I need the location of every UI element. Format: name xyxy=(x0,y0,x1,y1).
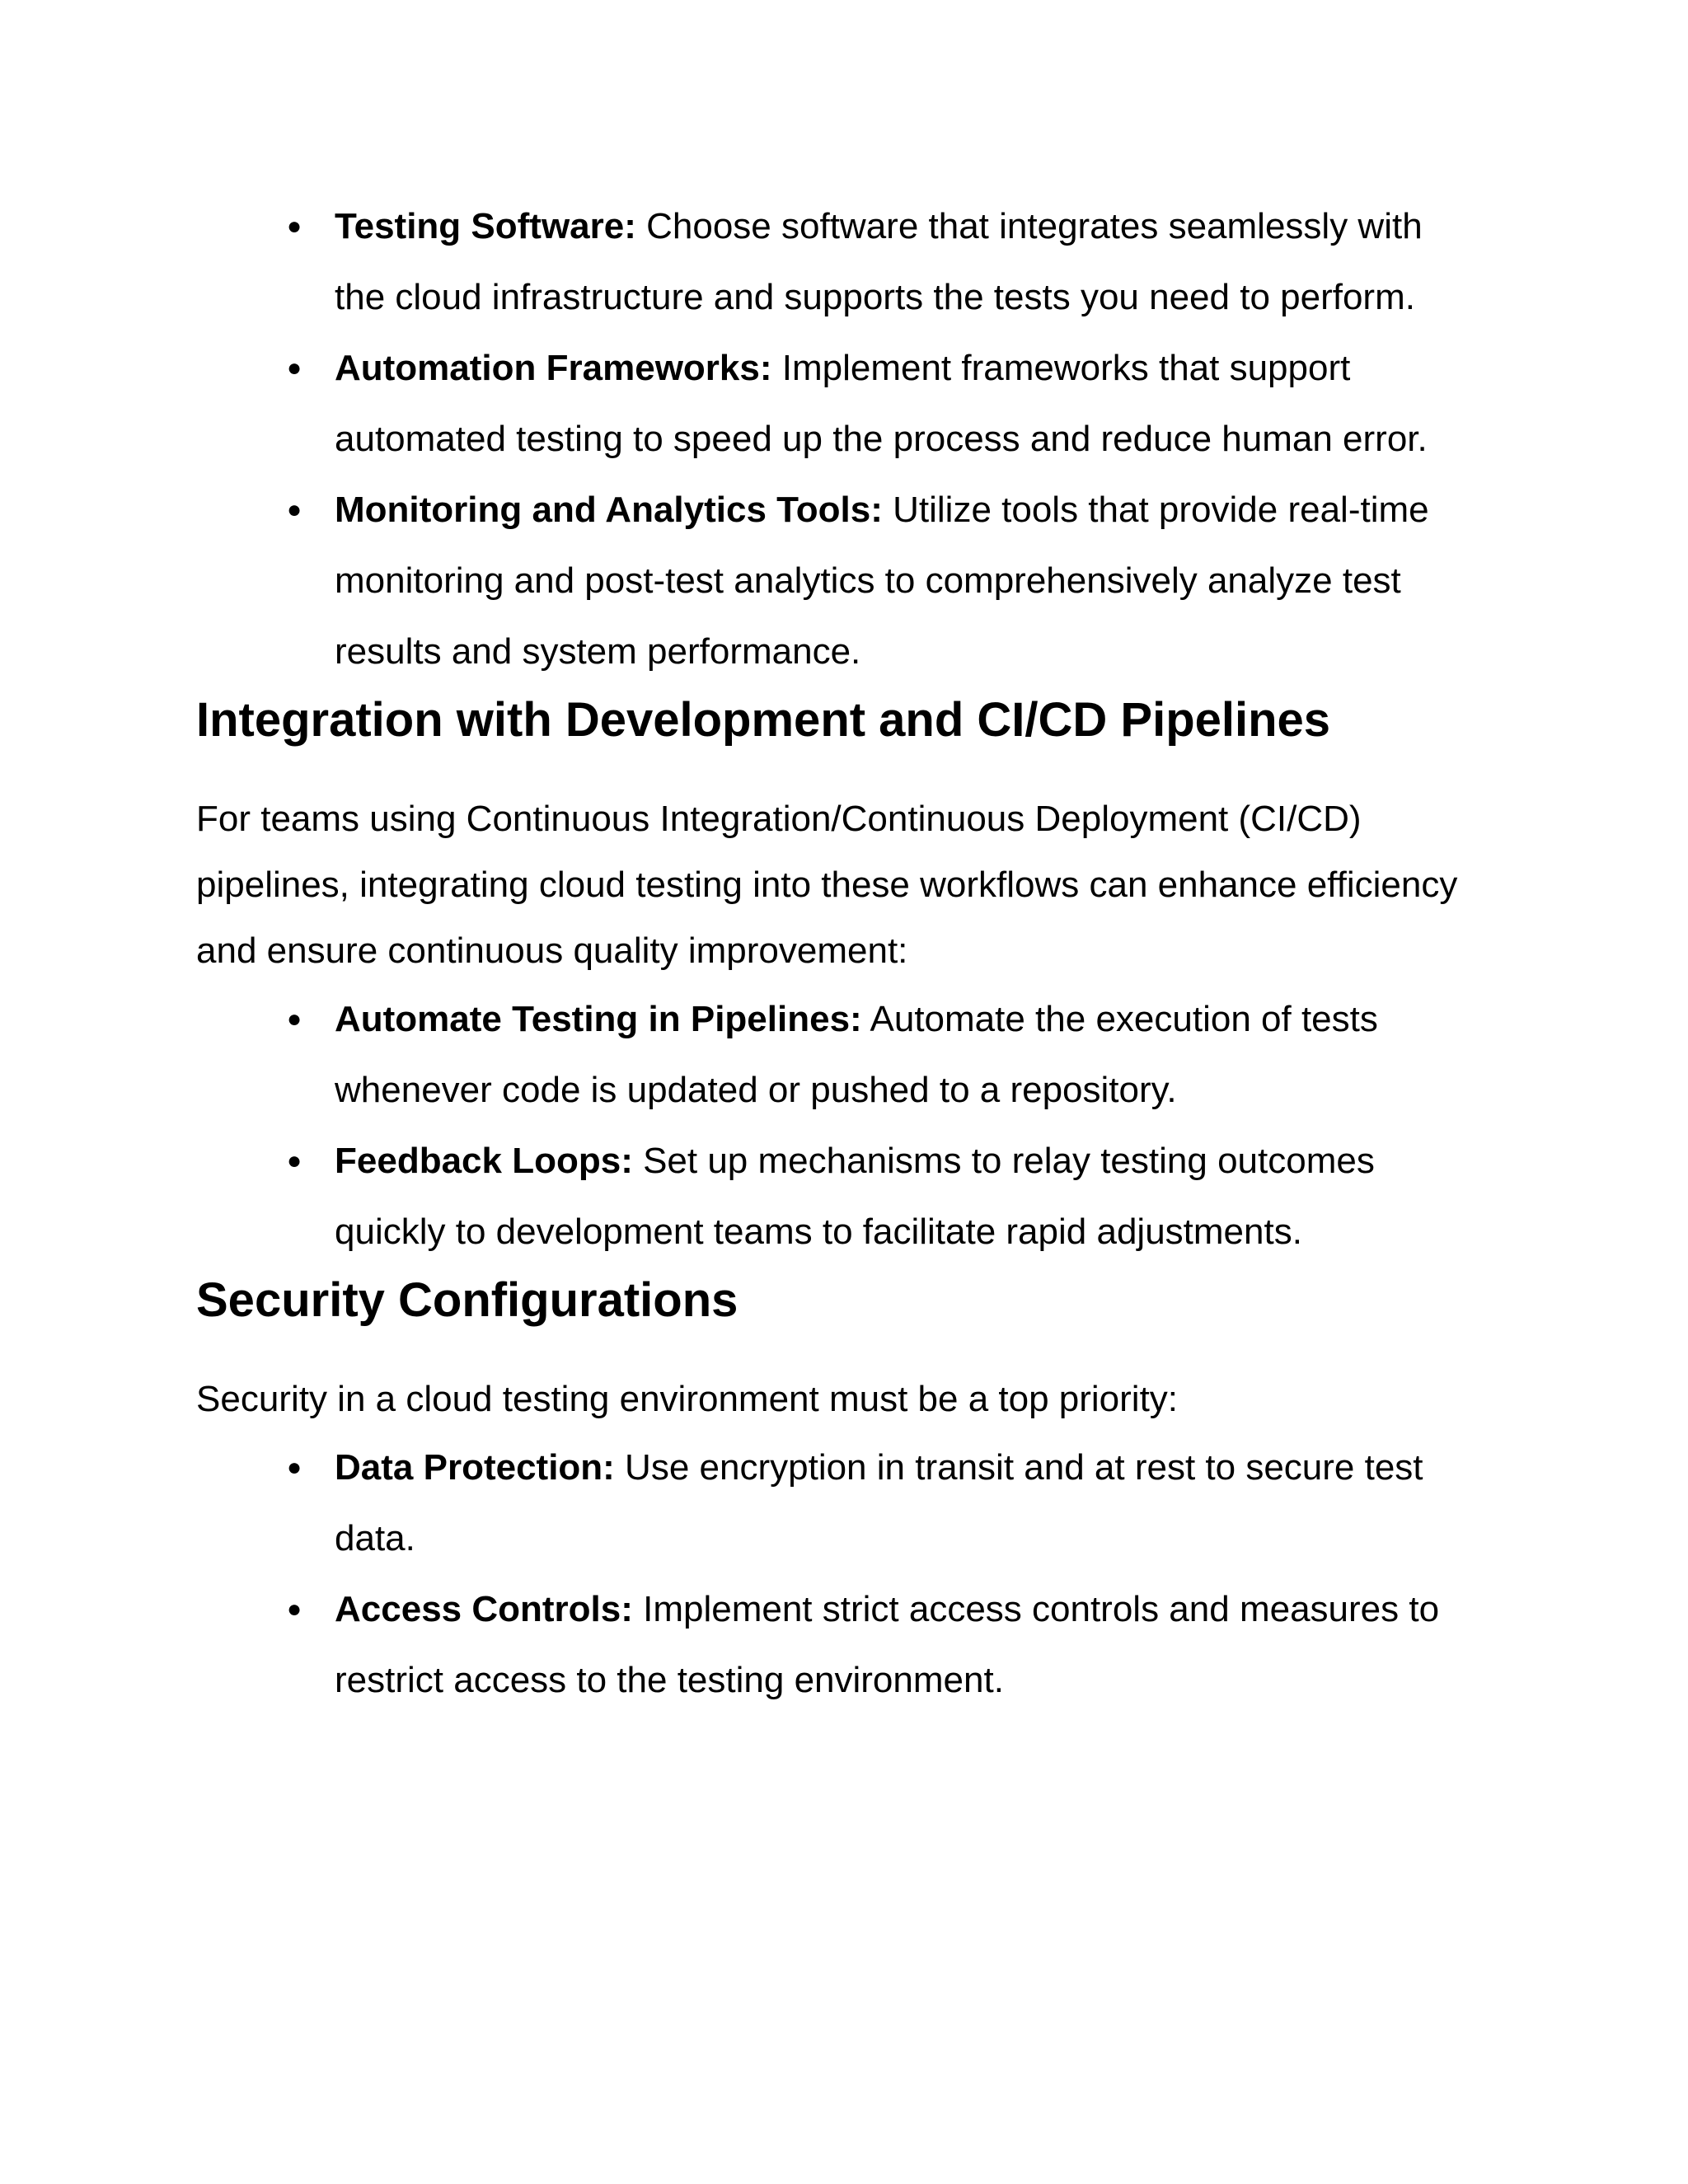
bullet-icon: ● xyxy=(287,1454,302,1481)
bullet-icon: ● xyxy=(287,1147,302,1174)
tools-bullet-list xyxy=(196,191,1482,687)
list-item-label: Monitoring and Analytics Tools: xyxy=(335,490,883,530)
list-item-label: Data Protection: xyxy=(335,1447,615,1488)
integration-heading: Integration with Development and CI/CD Pipelines xyxy=(196,693,1331,747)
list-item-text: Implement frameworks that support automated testing to speed up the process and reduce human error. xyxy=(335,348,1428,459)
security-bullet-list xyxy=(196,1432,1482,1716)
list-item xyxy=(287,1574,1482,1716)
list-item xyxy=(287,1126,1482,1268)
integration-intro: For teams using Continuous Integration/Continuous Deployment (CI/CD) pipelines, integrating cloud testing into these workflows can enhance efficiency and ensure continuous quality improvement: xyxy=(196,799,1458,971)
list-item-label: Access Controls: xyxy=(335,1589,633,1629)
list-item xyxy=(287,333,1482,475)
list-item-label: Automate Testing in Pipelines: xyxy=(335,999,862,1039)
list-item xyxy=(287,475,1482,687)
security-heading: Security Configurations xyxy=(196,1273,738,1327)
list-item-text: Implement strict access controls and measures to restrict access to the testing environment. xyxy=(335,1589,1440,1700)
list-item-label: Testing Software: xyxy=(335,206,636,246)
list-item-text: Use encryption in transit and at rest to secure test data. xyxy=(335,1447,1423,1558)
security-intro: Security in a cloud testing environment must be a top priority: xyxy=(196,1379,1179,1419)
page-content xyxy=(196,191,1482,1716)
list-item-text: Set up mechanisms to relay testing outcomes quickly to development teams to facilitate rapid adjustments. xyxy=(335,1141,1375,1252)
list-item-text: Utilize tools that provide real-time monitoring and post-test analytics to comprehensively analyze test results and system performance. xyxy=(335,490,1429,672)
list-item xyxy=(287,191,1482,333)
list-item xyxy=(287,984,1482,1126)
bullet-icon: ● xyxy=(287,1005,302,1033)
list-item xyxy=(287,1432,1482,1574)
integration-bullet-list xyxy=(196,984,1482,1268)
bullet-icon: ● xyxy=(287,213,302,240)
list-item-text: Automate the execution of tests whenever code is updated or pushed to a repository. xyxy=(335,999,1378,1110)
bullet-icon: ● xyxy=(287,496,302,523)
list-item-text: Choose software that integrates seamlessly with the cloud infrastructure and supports the tests you need to perform. xyxy=(335,206,1423,317)
list-item-label: Automation Frameworks: xyxy=(335,348,772,388)
list-item-label: Feedback Loops: xyxy=(335,1141,633,1181)
bullet-icon: ● xyxy=(287,1596,302,1623)
bullet-icon: ● xyxy=(287,354,302,382)
